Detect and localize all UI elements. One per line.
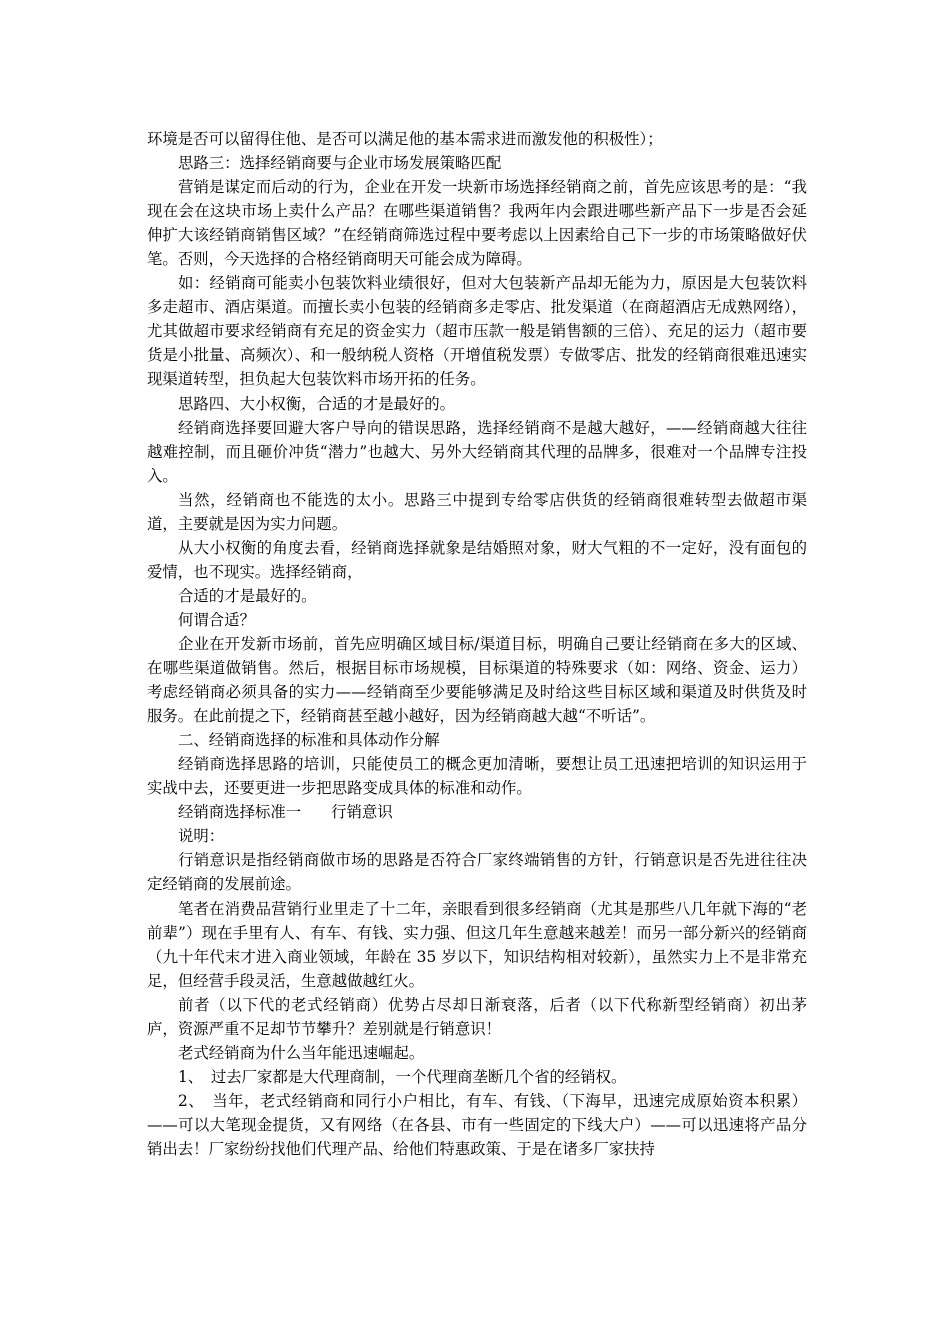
paragraph: 企业在开发新市场前，首先应明确区域目标/渠道目标，明确自己要让经销商在多大的区域、在哪些渠道做销售。然后，根据目标市场规模，目标渠道的特殊要求（如：网络、资金、运力）考虑经销商必须具备的实力——经销商至少要能够满足及时给这些目标区域和渠道及时供货及时服务。在此前提之下，经销商甚至越小越好，因为经销商越大越“不听话”。 (147, 634, 807, 726)
section-heading: 思路三：选择经销商要与企业市场发展策略匹配 (178, 154, 502, 173)
paragraph: 老式经销商为什么当年能迅速崛起。 (178, 1043, 425, 1062)
paragraph: 营销是谋定而后动的行为，企业在开发一块新市场选择经销商之前，首先应该思考的是：“我现在会在这块市场上卖什么产品？在哪些渠道销售？我两年内会跟进哪些新产品下一步是否会延伸扩大该经销商销售区域？”在经销商筛选过程中要考虑以上因素给自己下一步的市场策略做好伏笔。否则，今天选择的合格经销商明天可能会成为障碍。 (147, 178, 807, 269)
paragraph: 如：经销商可能卖小包装饮料业绩很好，但对大包装新产品却无能为力，原因是大包装饮料多走超市、酒店渠道。而擅长卖小包装的经销商多走零店、批发渠道（在商超酒店无成熟网络），尤其做超市要求经销商有充足的资金实力（超市压款一般是销售额的三倍）、充足的运力（超市要货是小批量、高频次）、和一般纳税人资格（开增值税发票）专做零店、批发的经销商很难迅速实现渠道转型，担负起大包装饮料市场开拓的任务。 (147, 274, 807, 389)
standard-heading-label: 经销商选择标准一 (178, 803, 302, 822)
section-heading: 思路四、大小权衡，合适的才是最好的。 (178, 394, 456, 413)
section-heading: 二、经销商选择的标准和具体动作分解 (178, 731, 440, 750)
list-item: 1、 过去厂家都是大代理商制，一个代理商垄断几个省的经销权。 (178, 1067, 627, 1086)
paragraph: 从大小权衡的角度去看，经销商选择就象是结婚照对象，财大气粗的不一定好，没有面包的爱情，也不现实。选择经销商， (147, 538, 807, 581)
paragraph: 当然，经销商也不能选的太小。思路三中提到专给零店供货的经销商很难转型去做超市渠道，主要就是因为实力问题。 (147, 490, 807, 533)
paragraph: 经销商选择要回避大客户导向的错误思路，选择经销商不是越大越好，——经销商越大往往越难控制，而且砸价冲货“潜力”也越大、另外大经销商其代理的品牌多，很难对一个品牌专注投入。 (147, 418, 807, 485)
paragraph: 笔者在消费品营销行业里走了十二年，亲眼看到很多经销商（尤其是那些八几年就下海的“老前辈”）现在手里有人、有车、有钱、实力强、但这几年生意越来越差！而另一部分新兴的经销商（九十年代末才进入商业领域，年龄在 35 岁以下，知识结构相对较新），虽然实力上不是非常充足，但经营手段灵活，生意越做越红火。 (147, 899, 807, 990)
paragraph: 合适的才是最好的。 (178, 586, 317, 605)
paragraph: 经销商选择思路的培训，只能使员工的概念更加清晰，要想让员工迅速把培训的知识运用于实战中去，还要更进一步把思路变成具体的标准和动作。 (147, 755, 807, 798)
paragraph: 行销意识是指经销商做市场的思路是否符合厂家终端销售的方针，行销意识是否先进往往决定经销商的发展前途。 (147, 851, 807, 894)
document-body (147, 127, 807, 1161)
paragraph: 何谓合适？ (178, 610, 255, 629)
standard-heading-title: 行销意识 (331, 803, 393, 822)
list-item: 2、 当年，老式经销商和同行小户相比，有车、有钱、（下海早，迅速完成原始资本积累）——可以大笔现金提货，又有网络（在各县、市有一些固定的下线大户）——可以迅速将产品分销出去！厂家纷纷找他们代理产品、给他们特惠政策、于是在诸多厂家扶持 (147, 1091, 807, 1158)
paragraph: 前者（以下代的老式经销商）优势占尽却日渐衰落，后者（以下代称新型经销商）初出茅庐，资源严重不足却节节攀升？差别就是行销意识！ (147, 995, 807, 1038)
standard-heading (147, 800, 807, 824)
paragraph: 环境是否可以留得住他、是否可以满足他的基本需求进而激发他的积极性）； (147, 130, 663, 148)
paragraph: 说明： (178, 827, 225, 846)
